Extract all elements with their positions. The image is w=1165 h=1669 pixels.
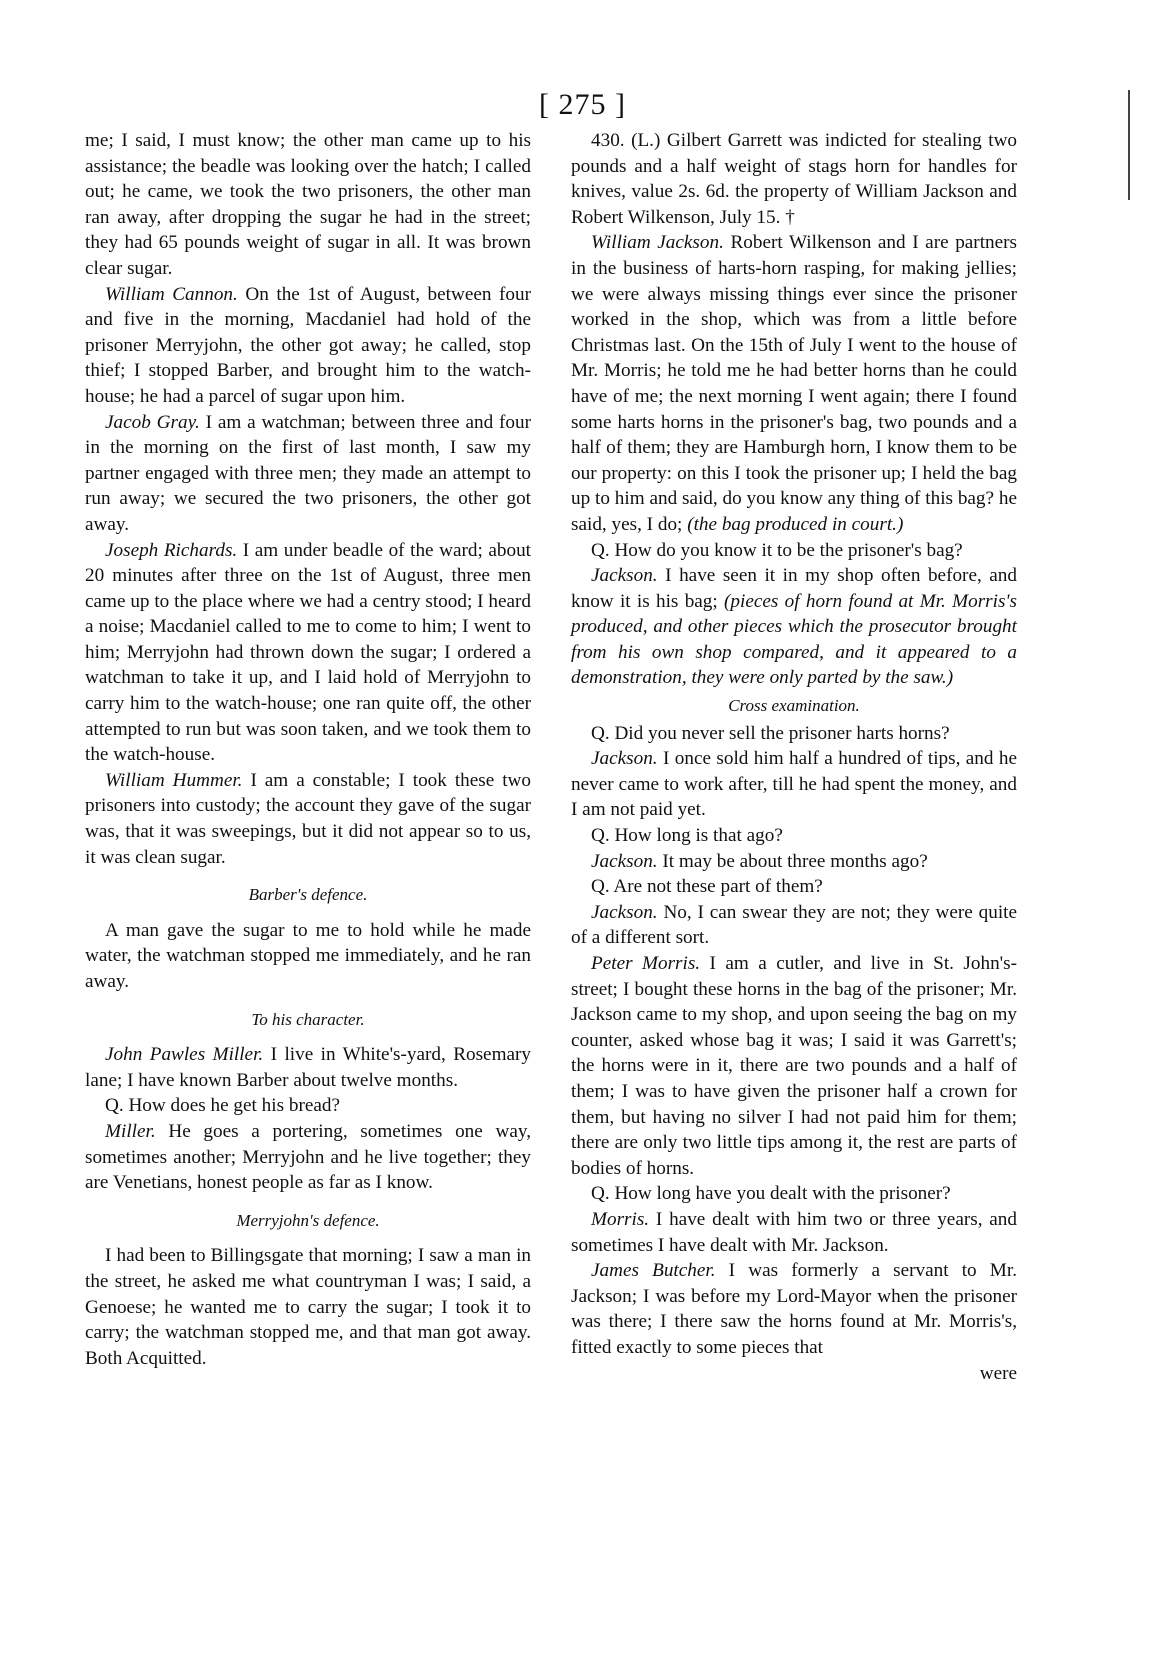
paragraph	[571, 849, 1017, 875]
question: Q. How do you know it to be the prisoner's bag?	[591, 539, 963, 561]
section-heading: To his character.	[251, 1009, 365, 1029]
question: Q. Are not these part of them?	[591, 876, 823, 898]
paragraph-text: I am a cutler, and live in St. John's-street; I bought these horns in the bag of the prisoner; Mr. Jackson came to my shop, and upon seeing the bag on my counter, asked whose bag it was; I said it was Garrett's; the horns were in it, there are two pounds and a half of them; I was to have given the prisoner half a crown for them, but having no silver I had not paid him for them; there are only two little tips among it, the rest are parts of bodies of horns.	[571, 953, 1017, 1179]
paragraph	[85, 282, 531, 410]
speaker-name: Peter Morris.	[591, 953, 701, 974]
catchword: were	[979, 1362, 1017, 1384]
paragraph-text: I was formerly a servant to Mr. Jackson; I was before my Lord-Mayor when the prisoner was there; I there saw the horns found at Mr. Morris's, fitted exactly to some pieces that	[571, 1260, 1017, 1358]
paragraph	[85, 1119, 531, 1196]
paragraph	[85, 538, 531, 768]
speaker-name: Jackson.	[591, 565, 658, 587]
paragraph-text: I have dealt with him two or three years, and sometimes I have dealt with Mr. Jackson.	[571, 1208, 1017, 1256]
speaker-name: Jacob Gray.	[105, 411, 200, 433]
question: Q. How long have you dealt with the prisoner?	[591, 1183, 951, 1205]
question: Q. Did you never sell the prisoner harts horns?	[591, 722, 950, 744]
paragraph-text: I am a constable; I took these two prisoners into custody; the account they gave of the sugar was, that it was sweepings, but it did not appear so to us, it was clean sugar.	[85, 769, 531, 868]
speaker-name: Joseph Richards.	[105, 539, 238, 561]
section-heading: Barber's defence.	[248, 885, 368, 905]
question: Q. How long is that ago?	[591, 825, 783, 847]
paragraph	[571, 230, 1017, 537]
paragraph	[571, 1258, 1017, 1360]
paragraph-text: I am under beadle of the ward; about 20 minutes after three on the 1st of August, three men came up to the place where we had a centry stood; I heard a noise; Macdaniel called to me to come to him; I went to him; Merryjohn had thrown down the sugar; I ordered a watchman to take it up, and I laid hold of Merryjohn to carry him to the watch-house; one ran quite off, the other attempted to run but was soon taken, and we took them to the watch-house.	[85, 539, 532, 766]
speaker-name: William Jackson.	[591, 232, 724, 254]
paragraph	[571, 951, 1017, 1181]
paragraph-text: It may be about three months ago?	[657, 850, 928, 872]
paragraph	[571, 900, 1017, 951]
paragraph	[571, 563, 1017, 691]
paragraph-text: was indicted for stealing two pounds and a half weight of stags horn for handles for knives, value 2s. 6d. the property of William Jackson and Robert Wilkenson, July 15. †	[571, 130, 1018, 228]
speaker-name: William Hummer.	[105, 769, 243, 791]
paragraph	[85, 1042, 531, 1093]
left-column	[85, 128, 531, 1371]
paragraph-text: I once sold him half a hundred of tips, and he never came to work after, till he had spent the money, and I am not paid yet.	[571, 748, 1017, 821]
paragraph-text: No, I can swear they are not; they were quite of a different sort.	[571, 901, 1017, 949]
speaker-name: Jackson.	[591, 748, 658, 770]
paragraph-text: I have seen it in my shop often before, and know it is his bag;	[571, 565, 1017, 612]
paragraph	[85, 410, 531, 538]
speaker-name: Miller.	[105, 1120, 156, 1142]
paragraph-text: Robert Wilkenson and I are partners in the business of harts-horn rasping, for making jellies; we were always missing things ever since the prisoner worked in the shop, which was from a little before Christmas last. On the 15th of July I went to the house of Mr. Morris; he told me he had better horns than he could have of me; the next morning I went again; there I found some harts horns in the prisoner's bag, two pounds and a half of them; they are Hamburgh horn, I know them to be our property: on this I took the prisoner up; I held the bag up to him and said, do you know any thing of this bag? he said, yes, I do;	[571, 232, 1017, 535]
paragraph-text: I am a watchman; between three and four in the morning on the first of last month, I saw my partner engaged with three men; they made an attempt to run away; we secured the two prisoners, the other got away.	[85, 411, 531, 535]
case-number: 430. (L.)	[591, 130, 667, 151]
paragraph-text: I live in White's-yard, Rosemary lane; I have known Barber about twelve months.	[85, 1044, 531, 1091]
speaker-name: Morris.	[591, 1208, 650, 1230]
right-column	[571, 128, 1017, 1386]
paragraph-text: On the 1st of August, between four and five in the morning, Macdaniel had hold of the prisoner Merryjohn, the other got away; he called, stop thief; I stopped Barber, and brought him to the watch-house; he had a parcel of sugar upon him.	[85, 283, 531, 407]
speaker-name: William Cannon.	[105, 283, 238, 305]
paragraph	[571, 128, 1017, 230]
question: Q. How does he get his bread?	[105, 1095, 340, 1117]
paragraph	[571, 746, 1017, 823]
paragraph: I had been to Billingsgate that morning; I saw a man in the street, he asked me what countryman I was; I said, a Genoese; he wanted me to carry the sugar; I took it to carry; the watchman stopped me, and that man got away. Both Acquitted.	[85, 1245, 531, 1369]
section-heading: Cross examination.	[728, 696, 860, 716]
speaker-name: Jackson.	[591, 901, 658, 923]
paragraph: A man gave the sugar to me to hold while he made water, the watchman stopped me immediately, and he ran away.	[85, 919, 531, 992]
speaker-name: Jackson.	[591, 850, 658, 872]
defendant-name: Gilbert Garrett	[666, 130, 783, 151]
speaker-name: John Pawles Miller.	[105, 1044, 264, 1066]
paragraph	[571, 1207, 1017, 1258]
court-note: (the bag produced in court.)	[687, 513, 904, 535]
section-heading: Merryjohn's defence.	[236, 1210, 380, 1230]
scan-edge-mark	[1128, 90, 1130, 200]
paragraph-text: He goes a portering, sometimes one way, sometimes another; Merryjohn and he live together; they are Venetians, honest people as far as I know.	[85, 1120, 531, 1194]
paragraph: me; I said, I must know; the other man came up to his assistance; the beadle was looking over the hatch; I called out; he came, we took the two prisoners, the other man ran away, after dropping the sugar he had in the street; they had 65 pounds weight of sugar in all. It was brown clear sugar.	[85, 130, 531, 279]
page-number: [ 275 ]	[539, 88, 626, 121]
paragraph	[85, 768, 531, 870]
speaker-name: James Butcher.	[591, 1260, 716, 1282]
court-note: (pieces of horn found at Mr. Morris's produced, and other pieces which the prosecutor brought from his own shop compared, and it appeared to a demonstration, they were only parted by the saw.)	[571, 590, 1017, 689]
